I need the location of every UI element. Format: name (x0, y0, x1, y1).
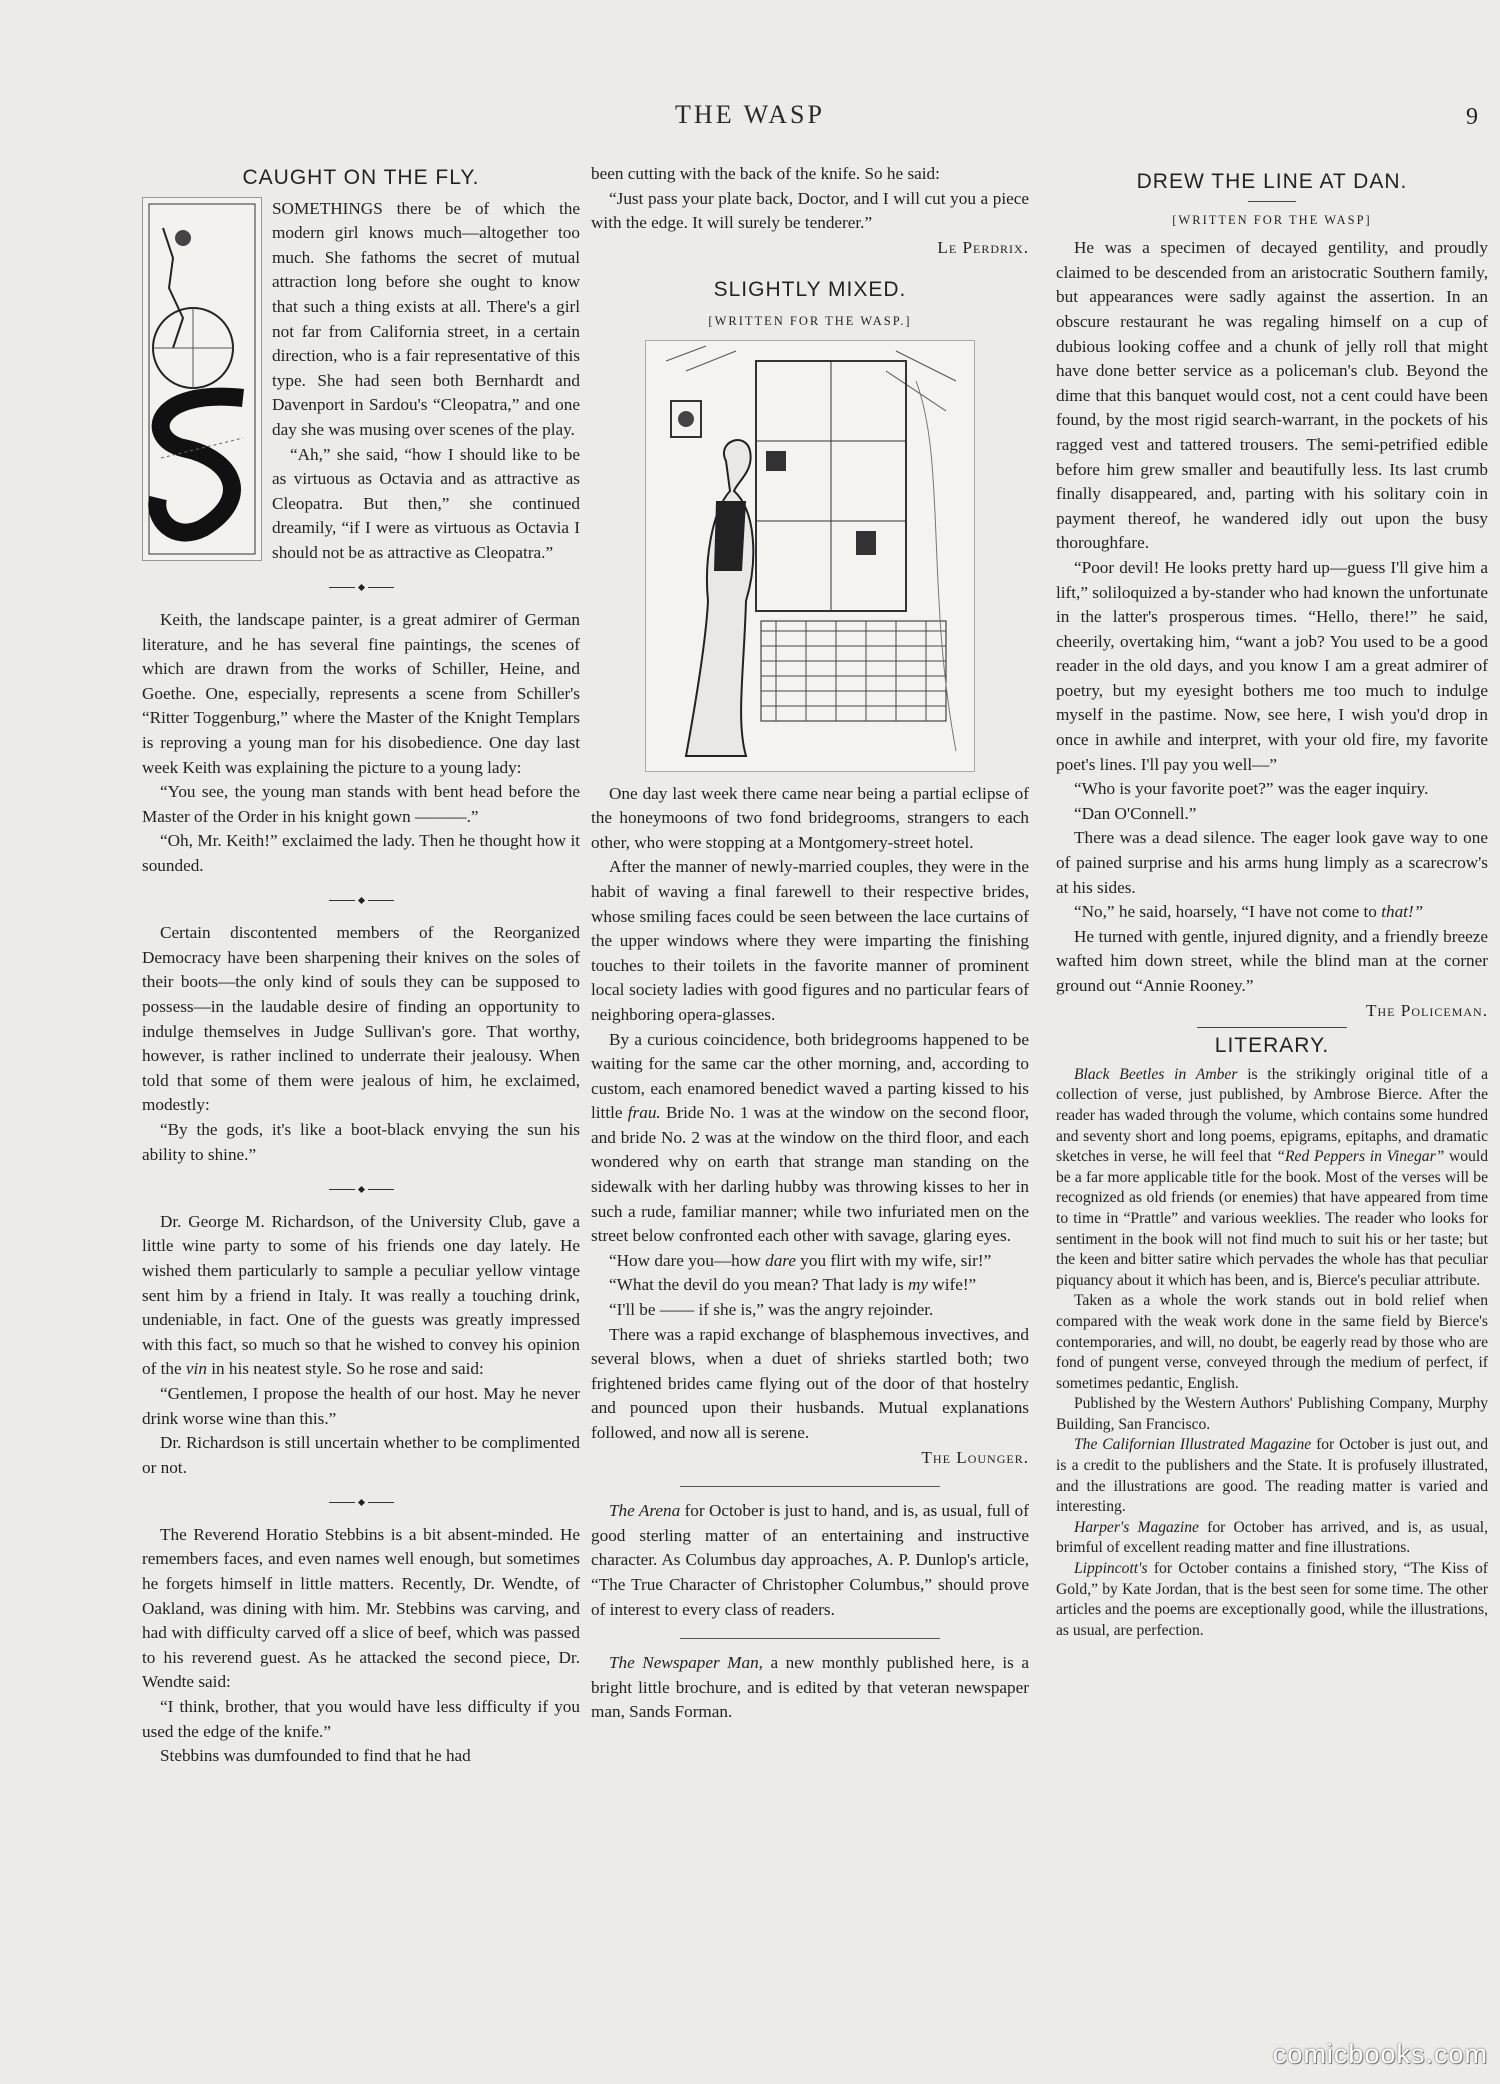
paragraph: “Poor devil! He looks pretty hard up—guess I'll give him a lift,” soliloquized a by-stander who had known the unfortunate in the latter's prosperous times. “Hello, there!” he said, cheerily, overtaking him, “want a job? You used to be a good reader in the old days, and you know I am a great admirer of poetry, but my eyesight bothers me too much to indulge myself in the pastime. Now, see here, I wish you'd drop in once in awhile and interpret, with your old fire, my favorite poet's lines. I'll pay you well—” (1056, 557, 1488, 774)
kicker: [WRITTEN FOR THE WASP] (1172, 212, 1372, 227)
paragraph: Keith, the landscape painter, is a great admirer of German literature, and he has several fine paintings, the scenes of which are drawn from the works of Schiller, Heine, and Goethe. One, especially, represents a scene from Schiller's “Ritter Toggenburg,” where the Master of the Knight Templars is reproving a young man for his disobedience. One day last week Keith was explaining the picture to a young lady: (142, 610, 580, 777)
ornament-divider (142, 888, 580, 913)
paragraph: The Newspaper Man, a new monthly published here, is a bright little brochure, and is edited by that veteran newspaper man, Sands Forman. (591, 1653, 1030, 1722)
signature: The Policeman. (1366, 1000, 1488, 1020)
dropcap-s-cyclist-illustration (142, 197, 262, 561)
paragraph: “Dan O'Connell.” (1074, 803, 1197, 823)
ornament-divider (142, 575, 580, 600)
paragraph: “What the devil do you mean? That lady is my wife!” (609, 1275, 977, 1295)
paragraph: “No,” he said, hoarsely, “I have not come to that!” (1074, 902, 1424, 922)
short-rule (1197, 1027, 1347, 1028)
paragraph: Harper's Magazine for October has arrived, and is, as usual, brimful of excellent reading matter and fine illustrations. (1056, 1518, 1489, 1557)
signature: Le Perdrix. (937, 237, 1029, 257)
paragraph: “I'll be —— if she is,” was the angry rejoinder. (609, 1300, 934, 1320)
ornament-divider (142, 1489, 580, 1514)
paragraph: The Californian Illustrated Magazine for October is just out, and is a credit to the publishers and the State. It is profusely illustrated, and the illustrations are good. The reading matter is varied and interesting. (1056, 1436, 1488, 1516)
paragraph: After the manner of newly-married couples, they were in the habit of waving a final farewell to their respective brides, whose smiling faces could be seen between the lace curtains of the upper windows where they were imparting the finishing touches to their toilets in the favorite manner of prominent local society ladies with good figures and no particular fears of neighboring opera-glasses. (591, 857, 1029, 1024)
page-header (0, 100, 1500, 140)
illustration-lady-at-window (645, 340, 975, 772)
paragraph: One day last week there came near being a partial eclipse of the honeymoons of two fond bridegrooms, strangers to each other, who were stopping at a Montgomery-street hotel. (591, 783, 1029, 852)
signature: The Lounger. (921, 1447, 1029, 1467)
headline-caught-on-the-fly: CAUGHT ON THE FLY. (242, 166, 480, 189)
paragraph: By a curious coincidence, both bridegrooms happened to be waiting for the same car the other morning, and, according to custom, each enamored benedict waved a parting kissed to his little frau. Bride No. 1 was at the window on the second floor, and bride No. 2 was at the window on the third floor, and each wondered why on earth that strange man standing on the sidewalk with her darling hubby was throwing kisses to her in such a rude, familiar manner; while two infuriated men on the street below confronted each other with savage, glaring eyes. (591, 1029, 1029, 1246)
paragraph: Black Beetles in Amber is the strikingly original title of a collection of verse, just published, by Ambrose Bierce. After the reader has waded through the volume, which contains some hundred and seventy short and long poems, epigrams, epitaphs, and dramatic sketches in verse, he will feel that “Red Peppers in Vinegar” would be a far more applicable title for the book. Most of the verses will be recognized as old friends (or enemies) that have appeared from time to time in “Prattle” and various weeklies. The reader who looks for sentiment in the book will not find much to suit his or her taste; but the keen and bitter satire which pervades the whole has that peculiar piquancy about it which has been, and is, Bierce's peculiar attribute. (1056, 1065, 1489, 1289)
paragraph: “Gentlemen, I propose the health of our host. May he never drink worse wine than this.” (142, 1383, 580, 1428)
paragraph: “Ah,” she said, “how I should like to be as virtuous as Octavia and as attractive as Cleopatra. But then,” she continued dreamily, “if I were as virtuous as Octavia I should not be as attractive as Cleopatra.” (272, 444, 580, 562)
paragraph: been cutting with the back of the knife. So he said: (591, 164, 940, 183)
paragraph: “Oh, Mr. Keith!” exclaimed the lady. Then he thought how it sounded. (142, 831, 580, 876)
headline-literary: LITERARY. (1214, 1034, 1330, 1058)
paragraph: “How dare you—how dare you flirt with my wife, sir!” (609, 1250, 992, 1270)
short-rule (1248, 201, 1296, 202)
paragraph: SOMETHINGS there be of which the modern girl knows much—altogether too much. She fathoms the secret of mutual attraction long before she ought to know that such a thing exists at all. There's a girl not far from California street, in a certain direction, who is a fair representative of this type. She had seen both Bernhardt and Davenport in Sardou's “Cleopatra,” and one day she was musing over scenes of the play. (272, 198, 580, 439)
paragraph: The Arena for October is just to hand, and is, as usual, full of good sterling matter of an entertaining and instructive character. As Columbus day approaches, A. P. Dunlop's article, “The True Character of Christopher Columbus,” should prove of interest to every class of readers. (591, 1501, 1029, 1619)
column-left (142, 166, 580, 1769)
watermark-logo: comicbooks.com (1272, 2039, 1488, 2069)
headline-slightly-mixed: SLIGHTLY MIXED. (713, 278, 907, 302)
paragraph: “You see, the young man stands with bent head before the Master of the Order in his knight gown ———.” (142, 782, 580, 826)
masthead: THE WASP (675, 100, 825, 129)
paragraph: “Who is your favorite poet?” was the eager inquiry. (1074, 779, 1429, 799)
ornament-divider (142, 1176, 580, 1201)
page-number: 9 (1466, 104, 1478, 130)
paragraph: “Just pass your plate back, Doctor, and I will cut you a piece with the edge. It will surely be tenderer.” (591, 188, 1029, 233)
column-middle (591, 162, 1029, 1725)
paragraph: Dr. Richardson is still uncertain whether to be complimented or not. (142, 1433, 580, 1477)
paragraph: There was a dead silence. The eager look gave way to one of pained surprise and his arms hung limply as a scarecrow's at his sides. (1056, 828, 1488, 897)
paragraph: “By the gods, it's like a boot-black envying the sun his ability to shine.” (142, 1119, 580, 1164)
paragraph: He was a specimen of decayed gentility, and proudly claimed to be descended from an aristocratic Southern family, but appearances were sadly against the assertion. In an obscure restaurant he was regaling himself on a cup of dubious looking coffee and a chunk of jelly roll that might have done better service as a policeman's club. Beyond the dime that this banquet would cost, not a cent could have been found, by the most rigid search-warrant, in the pockets of his ragged vest and tattered trousers. The semi-petrified edible before him grew smaller and beautifully less. Its last crumb finally disappeared, and, parting with his solitary coin in payment thereof, he wandered idly out upon the busy thoroughfare. (1056, 238, 1488, 553)
paragraph: Published by the Western Authors' Publishing Company, Murphy Building, San Francisco. (1056, 1395, 1488, 1433)
divider-rule (680, 1486, 940, 1487)
paragraph: Lippincott's for October contains a finished story, “The Kiss of Gold,” by Kate Jordan, that is the best seen for some time. The other articles and the poems are exceptionally good, while the illustrations, as usual, are perfection. (1056, 1560, 1488, 1639)
paragraph: Certain discontented members of the Reorganized Democracy have been sharpening their knives on the soles of their boots—the only kind of souls they can be supposed to possess—in the laudable desire of finding an opportunity to indulge themselves in Judge Sullivan's gore. That worthy, however, is rather inclined to underrate their jealousy. When told that some of them were jealous of him, he exclaimed, modestly: (142, 923, 580, 1115)
paragraph: Dr. George M. Richardson, of the University Club, gave a little wine party to some of his friends one day lately. He wished them particularly to sample a peculiar yellow vintage sent him by a friend in Italy. It was really a touching drink, undeniable, in fact. One of the guests was greatly impressed with this fact, so much so that he wished to convey his opinion of the vin in his neatest style. So he rose and said: (142, 1211, 580, 1379)
paragraph: Stebbins was dumfounded to find that he had (160, 1746, 471, 1766)
paragraph: The Reverend Horatio Stebbins is a bit absent-minded. He remembers faces, and even names well enough, but sometimes he forgets himself in little matters. Recently, Dr. Wendte, of Oakland, was dining with him. Mr. Stebbins was carving, and had with difficulty carved off a slice of beef, which was passed to his reverend guest. As he attacked the second piece, Dr. Wendte said: (142, 1524, 580, 1692)
kicker: [WRITTEN FOR THE WASP.] (708, 313, 912, 328)
paragraph: He turned with gentle, injured dignity, and a friendly breeze wafted him down street, while the blind man at the corner ground out “Annie Rooney.” (1056, 926, 1488, 995)
paragraph: There was a rapid exchange of blasphemous invectives, and several blows, when a duet of shrieks startled both; two frightened brides came flying out of the door of that hostelry and pounced upon their husbands. Mutual explanations followed, and now all is serene. (591, 1324, 1029, 1442)
headline-drew-the-line-at-dan: DREW THE LINE AT DAN. (1136, 170, 1408, 193)
paragraph: “I think, brother, that you would have less difficulty if you used the edge of the knife.” (142, 1697, 580, 1741)
divider-rule (680, 1638, 940, 1639)
column-right (1056, 170, 1488, 1641)
paragraph: Taken as a whole the work stands out in bold relief when compared with the weak work done in the same field by Bierce's contemporaries, and will, no doubt, be eagerly read by those who are fond of pungent verse, conveyed through the medium of perfect, if sometimes pedantic, English. (1056, 1292, 1488, 1392)
